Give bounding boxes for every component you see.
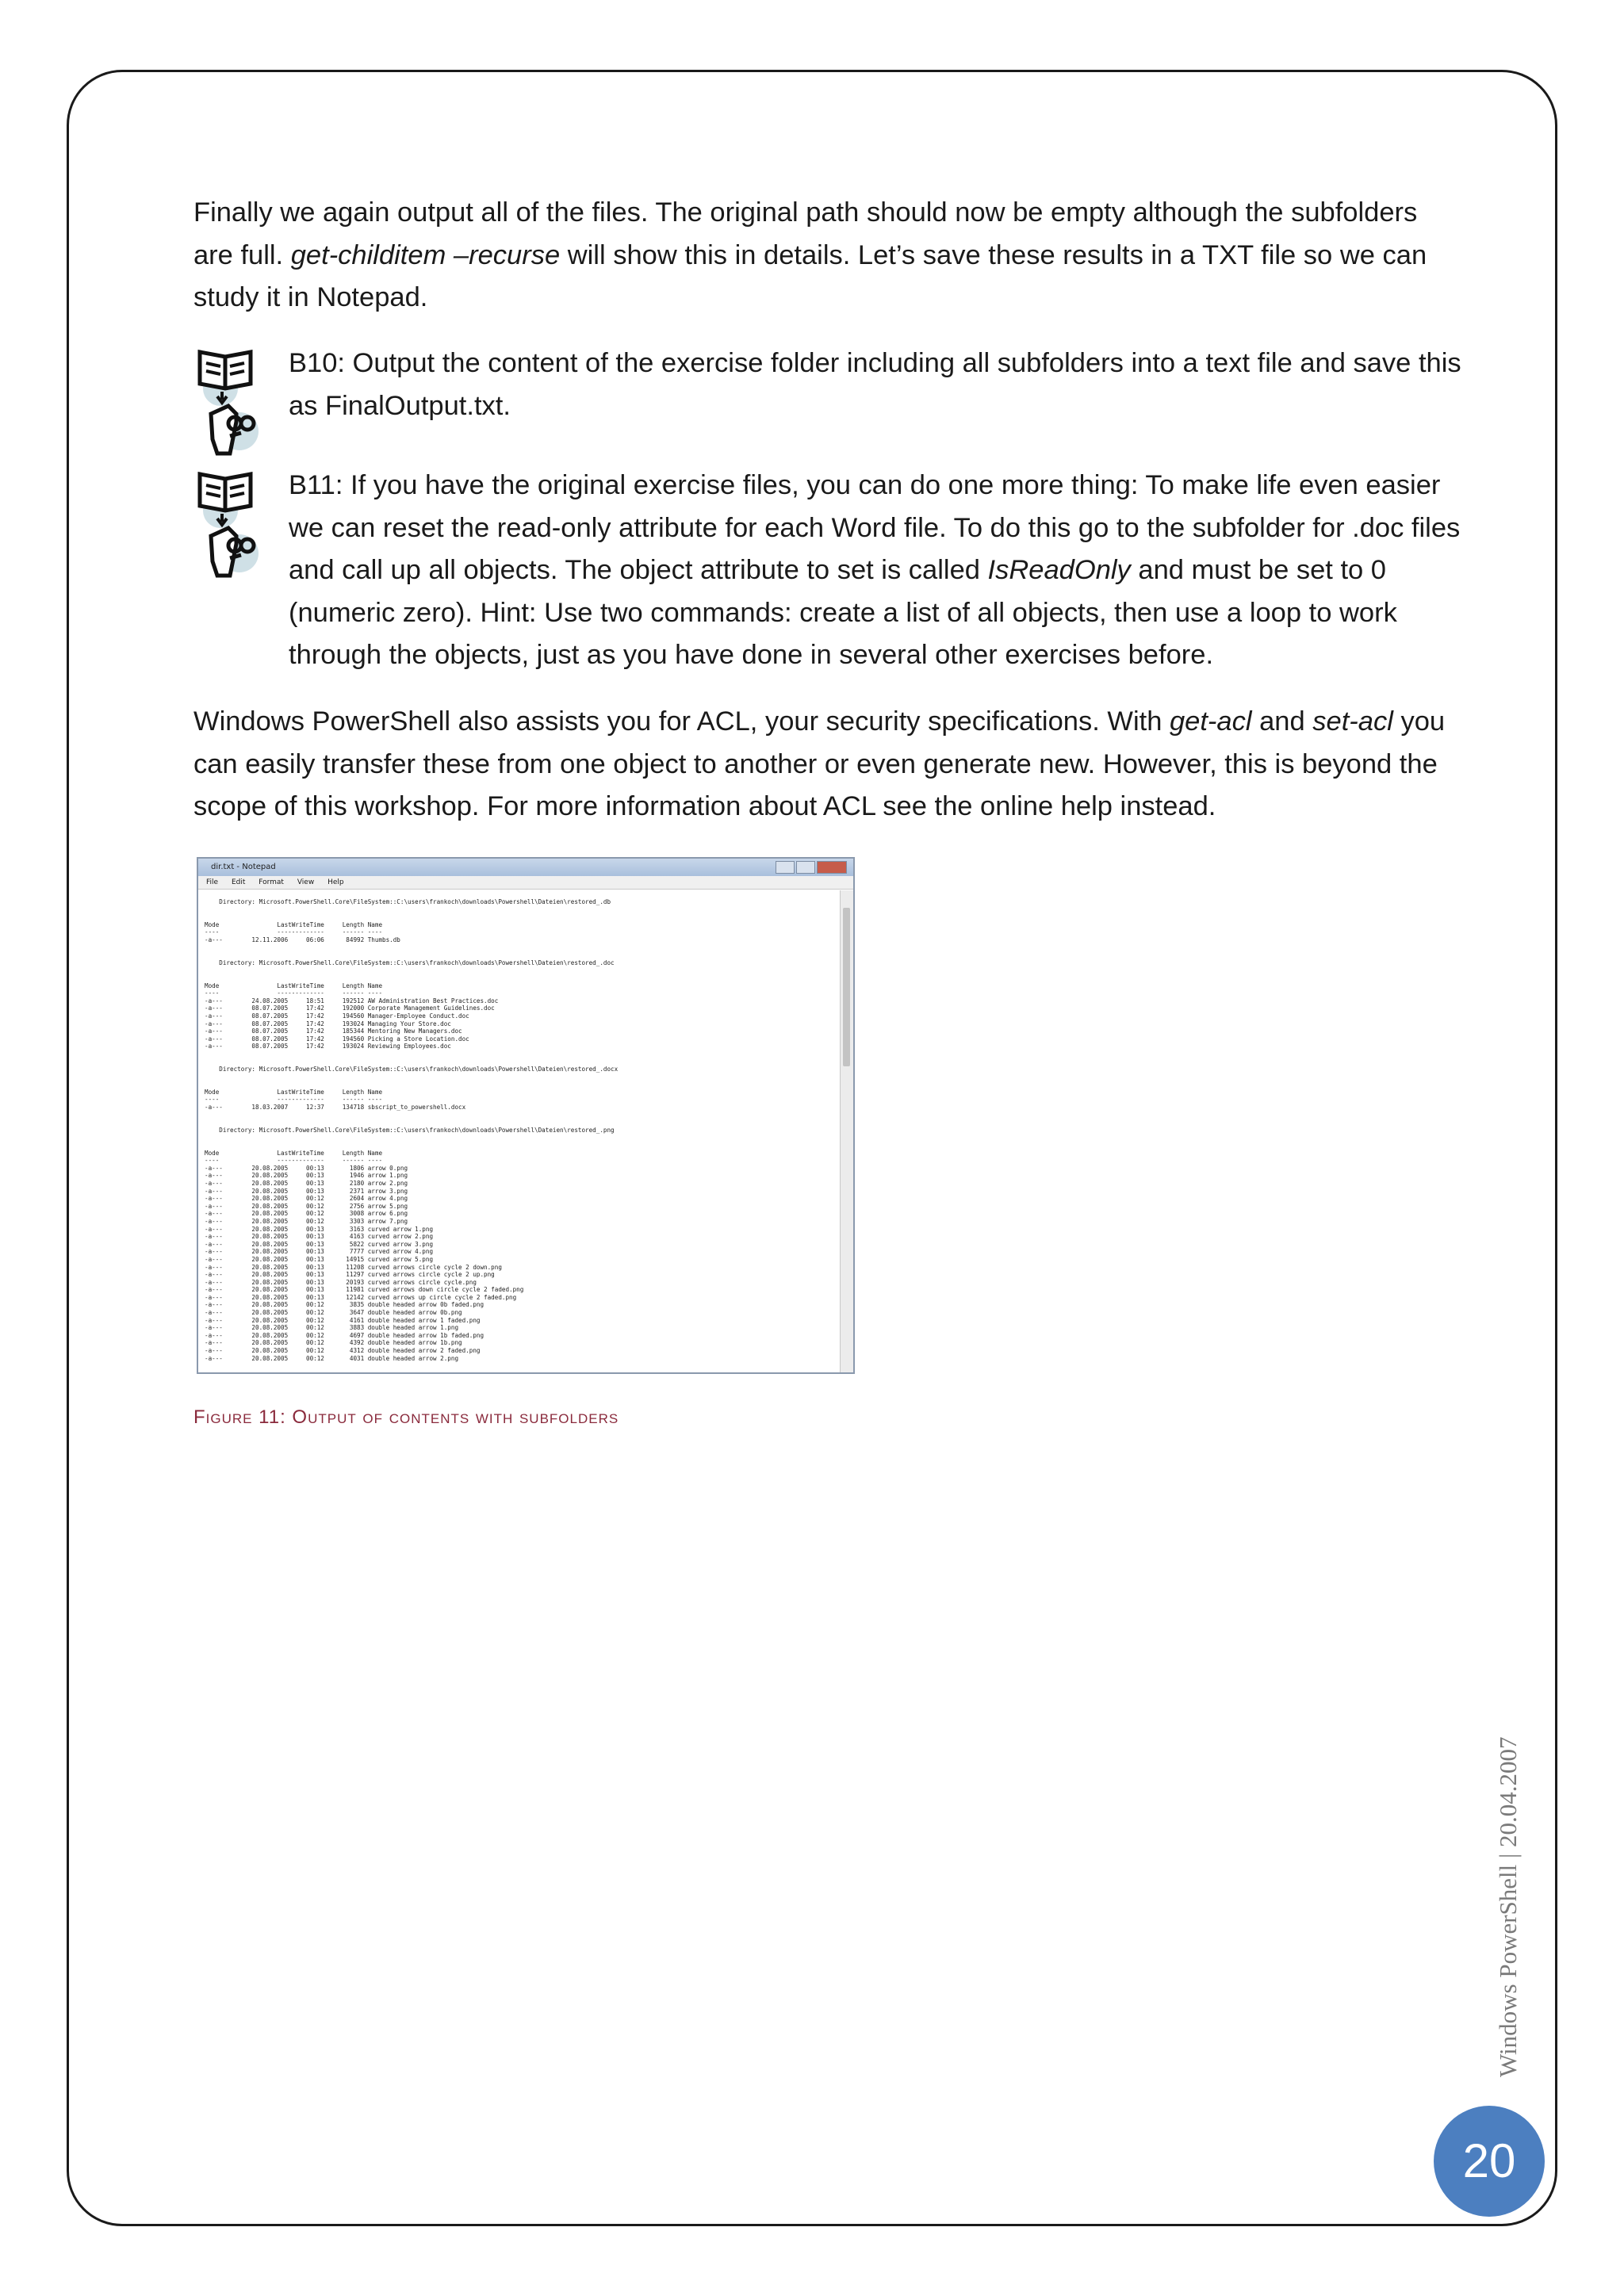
notepad-title-bar — [198, 859, 853, 876]
b11-attribute-name: IsReadOnly — [987, 555, 1131, 585]
book-hand-icon — [193, 465, 265, 591]
menu-file: File — [206, 878, 219, 886]
b11-text-start: B11: If you have the original exercise files, you can do one more thing: To make life even easier we can reset the read-only attribute for each Word file. To do this go to the subfolder for .doc files and call up all objects. The object attribute to set is called — [289, 470, 1461, 585]
command-set-acl: set-acl — [1312, 706, 1393, 737]
maximize-icon — [796, 861, 815, 874]
notepad-scrollbar — [840, 890, 853, 1372]
notepad-menu-bar — [198, 876, 853, 890]
page-number-badge: 20 — [1434, 2106, 1545, 2217]
intro-text-end: will show this in details. Let’s save these results in a TXT file so we can study it in Notepad. — [193, 239, 1427, 312]
close-icon — [817, 861, 847, 874]
notepad-window-title: dir.txt - Notepad — [211, 863, 276, 871]
footer-side-text: Windows PowerShell | 20.04.2007 — [1494, 1736, 1522, 2077]
menu-edit: Edit — [231, 878, 246, 886]
minimize-icon — [776, 861, 795, 874]
scrollbar-thumb — [843, 908, 850, 1066]
book-hand-icon — [193, 342, 265, 469]
exercise-b10-text: B10: Output the content of the exercise folder including all subfolders into a text file and save this as FinalOutput.txt. — [289, 348, 1461, 421]
acl-text-end: you can easily transfer these from one object to another or even generate new. However, this is beyond the scope of this workshop. For more information about ACL see the online help instead. — [193, 706, 1446, 821]
notepad-text-content: Directory: Microsoft.PowerShell.Core\FileSystem::C:\users\frankoch\downloads\Powershell\Dateien\restored_.db Mode LastWriteTime Length Name ---- ------------- ------ ---- -a--- 12.11.2006 06:06 84992 Thumbs.db Directory: Microsoft.PowerShell.Core\FileSystem::C:\users\frankoch\downloads\Powershell\Dateien\restored_.doc Mode LastWriteTime Length Name ---- ------------- ------ ---- -a--- 24.08.2005 18:51 192512 AW Administration Best Practices.doc -a--- 08.07.2005 17:42 192000 Corporate Management Guidelines.doc -a--- 08.07.2005 17:42 194560 Manager-Employee Conduct.doc -a--- 08.07.2005 17:42 193024 Managing Your Store.doc -a--- 08.07.2005 17:42 185344 Mentoring New Managers.doc -a--- 08.07.2005 17:42 194560 Picking a Store Location.doc -a--- 08.07.2005 17:42 193024 Reviewing Employees.doc Directory: Microsoft.PowerShell.Core\FileSystem::C:\users\frankoch\downloads\Powershell\Dateien\restored_.docx Mode LastWriteTime Length Name ---- ------------- ------ ---- -a--- 18.03.2007 12:37 134718 sbscript_to_powershell.docx Directory: Microsoft.PowerShell.Core\FileSystem::C:\users\frankoch\downloads\Powershell\Dateien\restored_.png Mode LastWriteTime Length Name ---- ------------- ------ ---- -a--- 20.08.2005 00:13 1806 arrow 0.png -a--- 20.08.2005 00:13 1946 arrow 1.png -a--- 20.08.2005 00:13 2180 arrow 2.png -a--- 20.08.2005 00:13 2371 arrow 3.png -a--- 20.08.2005 00:12 2604 arrow 4.png -a--- 20.08.2005 00:12 2756 arrow 5.png -a--- 20.08.2005 00:12 3008 arrow 6.png -a--- 20.08.2005 00:12 3303 arrow 7.png -a--- 20.08.2005 00:13 3163 curved arrow 1.png -a--- 20.08.2005 00:13 4163 curved arrow 2.png -a--- 20.08.2005 00:13 5822 curved arrow 3.png -a--- 20.08.2005 00:13 7777 curved arrow 4.png -a--- 20.08.2005 00:13 14915 curved arrow 5.png -a--- 20.08.2005 00:13 11208 curved arrows circle cycle 2 down.png -a--- 20.08.2005 00:13 11297 curved arrows circle cycle 2 up.png -a--- 20.08.2005 00:13 20193 curved arrows circle cycle.png -a--- 20.08.2005 00:13 11981 curved arrows down circle cycle 2 faded.png -a--- 20.08.2005 00:13 12142 curved arrows up circle cycle 2 faded.png -a--- 20.08.2005 00:12 3835 double headed arrow 0b faded.png -a--- 20.08.2005 00:12 3647 double headed arrow 0b.png -a--- 20.08.2005 00:12 4161 double headed arrow 1 faded.png -a--- 20.08.2005 00:12 3883 double headed arrow 1.png -a--- 20.08.2005 00:12 4697 double headed arrow 1b faded.png -a--- 20.08.2005 00:12 4392 double headed arrow 1b.png -a--- 20.08.2005 00:12 4312 double headed arrow 2 faded.png -a--- 20.08.2005 00:12 4031 double headed arrow 2.png — [205, 898, 619, 1362]
figure-caption: Figure 11: Output of contents with subfolders — [193, 1406, 619, 1428]
acl-text-and: and — [1251, 706, 1313, 737]
b11-text-end: and must be set to 0 (numeric zero). Hint: Use two commands: create a list of all objects, then use a loop to work through the objects, just as you have done in several other exercises before. — [289, 555, 1397, 670]
exercise-b11 — [193, 465, 1462, 670]
menu-format: Format — [259, 878, 284, 886]
exercise-b11-text — [289, 465, 1462, 677]
command-get-acl: get-acl — [1169, 706, 1252, 737]
intro-paragraph — [193, 192, 1446, 320]
intro-text-start: Finally we again output all of the files. The original path should now be empty although the subfolders are full. — [193, 197, 1418, 270]
notepad-screenshot — [197, 857, 855, 1374]
menu-view: View — [297, 878, 315, 886]
menu-help: Help — [327, 878, 344, 886]
acl-text-start: Windows PowerShell also assists you for ACL, your security specifications. With — [193, 706, 1170, 737]
exercise-b10 — [193, 342, 1462, 469]
window-controls — [776, 861, 847, 874]
command-get-childitem: get-childitem –recurse — [290, 239, 561, 270]
acl-paragraph — [193, 701, 1446, 828]
